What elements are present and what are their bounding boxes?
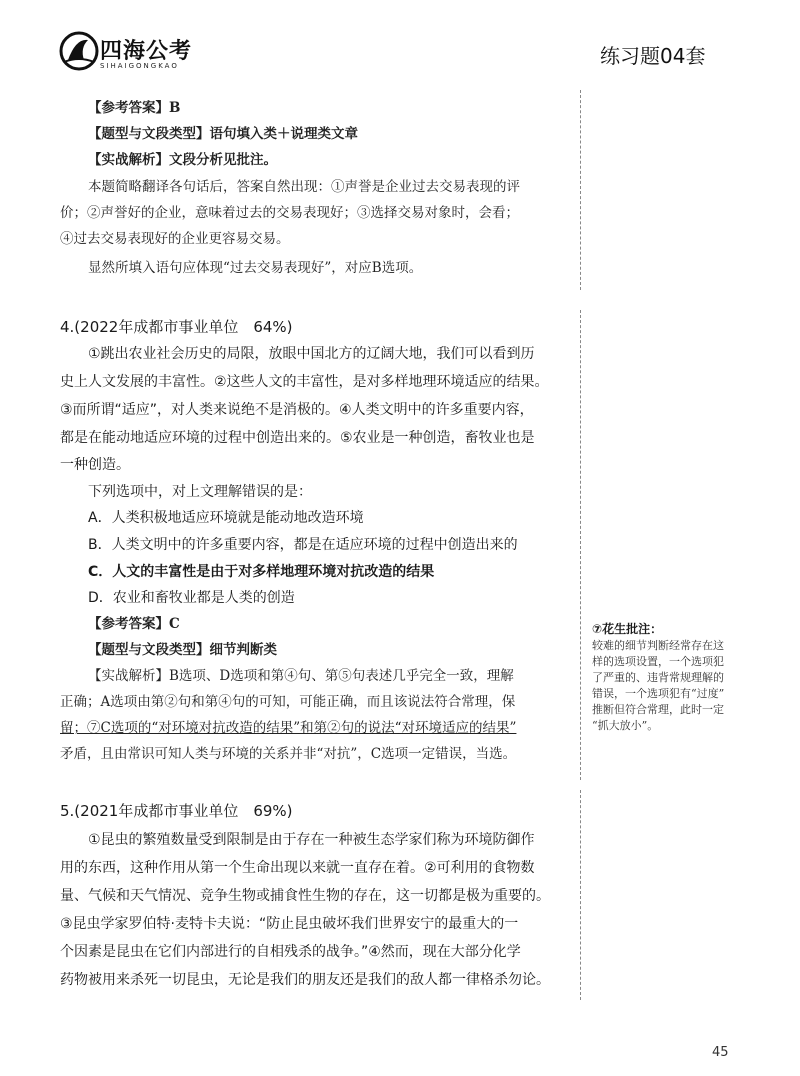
q4-option-a: A．人类积极地适应环境就是能动地改造环境: [88, 510, 364, 526]
q4-analysis-line: 【实战解析】B选项、D选项和第④句、第⑤句表述几乎完全一致，理解: [88, 668, 514, 684]
q5-passage-line: 个因素是昆虫在它们内部进行的自相残杀的战争。”④然而，现在大部分化学: [60, 944, 521, 960]
margin-rule: [580, 90, 581, 290]
q3-line: 显然所填入语句应体现“过去交易表现好”，对应B选项。: [88, 260, 423, 276]
q5-passage-line: ③昆虫学家罗伯特·麦特卡夫说：“防止昆虫破坏我们世界安宁的最重大的一: [60, 916, 519, 932]
sidenote-line: 推断但符合常理，此时一定: [592, 703, 724, 716]
q4-passage-line: ③而所谓“适应”，对人类来说绝不是消极的。④人类文明中的许多重要内容，: [60, 402, 534, 418]
q4-passage-line: 都是在能动地适应环境的过程中创造出来的。⑤农业是一种创造，畜牧业也是: [60, 430, 535, 446]
q5-passage-line: 用的东西，这种作用从第一个生命出现以来就一直存在着。②可利用的食物数: [60, 860, 535, 876]
logo-mark: [58, 30, 100, 72]
q4-option-c: C．人文的丰富性是由于对多样地理环境对抗改造的结果: [88, 564, 435, 580]
q4-option-d: D．农业和畜牧业都是人类的创造: [88, 590, 295, 606]
q4-analysis-line: 留；⑦C选项的“对环境对抗改造的结果”和第②句的说法“对环境适应的结果”: [60, 720, 517, 736]
brand-name: 四海公考: [100, 39, 193, 64]
q4-analysis-line: 正确；A选项由第②句和第④句的可知，可能正确，而且该说法符合常理，保: [60, 694, 516, 710]
q4-passage-line: 史上人文发展的丰富性。②这些人文的丰富性，是对多样地理环境适应的结果。: [60, 374, 549, 390]
q3-type: 【题型与文段类型】语句填入类＋说理类文章: [88, 126, 358, 142]
sidenote-line: 样的选项设置，一个选项犯: [592, 655, 724, 668]
page-number: 45: [712, 1045, 729, 1060]
sidenote-line: 错误，一个选项犯有“过度”: [592, 687, 725, 700]
q3-line: 价；②声誉好的企业，意味着过去的交易表现好；③选择交易对象时，会看；: [60, 205, 519, 221]
q3-analysis-head: 【实战解析】文段分析见批注。: [88, 152, 277, 168]
margin-rule: [580, 310, 581, 780]
q4-type: 【题型与文段类型】细节判断类: [88, 642, 277, 658]
q5-passage-line: 量、气候和天气情况、竞争生物或捕食性生物的存在，这一切都是极为重要的。: [60, 888, 550, 904]
q5-passage-line: 药物被用来杀死一切昆虫，无论是我们的朋友还是我们的敌人都一律格杀勿论。: [60, 972, 550, 988]
q3-line: ④过去交易表现好的企业更容易交易。: [60, 231, 290, 247]
q3-answer: 【参考答案】B: [88, 100, 181, 116]
q4-heading: 4.(2022年成都市事业单位 64%): [60, 318, 293, 336]
sidenote-line: 了严重的、违背常规理解的: [592, 671, 724, 684]
margin-rule: [580, 790, 581, 1000]
set-title: 练习题04套: [600, 44, 706, 68]
brand-subtitle: SIHAIGONGKAO: [100, 62, 179, 70]
q4-passage-line: ①跳出农业社会历史的局限，放眼中国北方的辽阔大地，我们可以看到历: [88, 346, 535, 362]
sidenote-title: ⑦花生批注：: [592, 622, 663, 636]
q4-passage-line: 一种创造。: [60, 457, 130, 473]
q4-stem: 下列选项中，对上文理解错误的是：: [88, 484, 312, 500]
q3-line: 本题简略翻译各句话后，答案自然出现：①声誉是企业过去交易表现的评: [88, 179, 520, 195]
q5-passage-line: ①昆虫的繁殖数量受到限制是由于存在一种被生态学家们称为环境防御作: [88, 832, 535, 848]
q4-analysis-line: 矛盾，且由常识可知人类与环境的关系并非“对抗”，C选项一定错误，当选。: [60, 746, 517, 762]
q4-answer: 【参考答案】C: [88, 616, 180, 632]
sidenote-line: 较难的细节判断经常存在这: [592, 639, 724, 652]
q4-option-b: B．人类文明中的许多重要内容，都是在适应环境的过程中创造出来的: [88, 537, 518, 553]
sidenote-line: “抓大放小”。: [592, 719, 659, 732]
q5-heading: 5.(2021年成都市事业单位 69%): [60, 802, 293, 820]
